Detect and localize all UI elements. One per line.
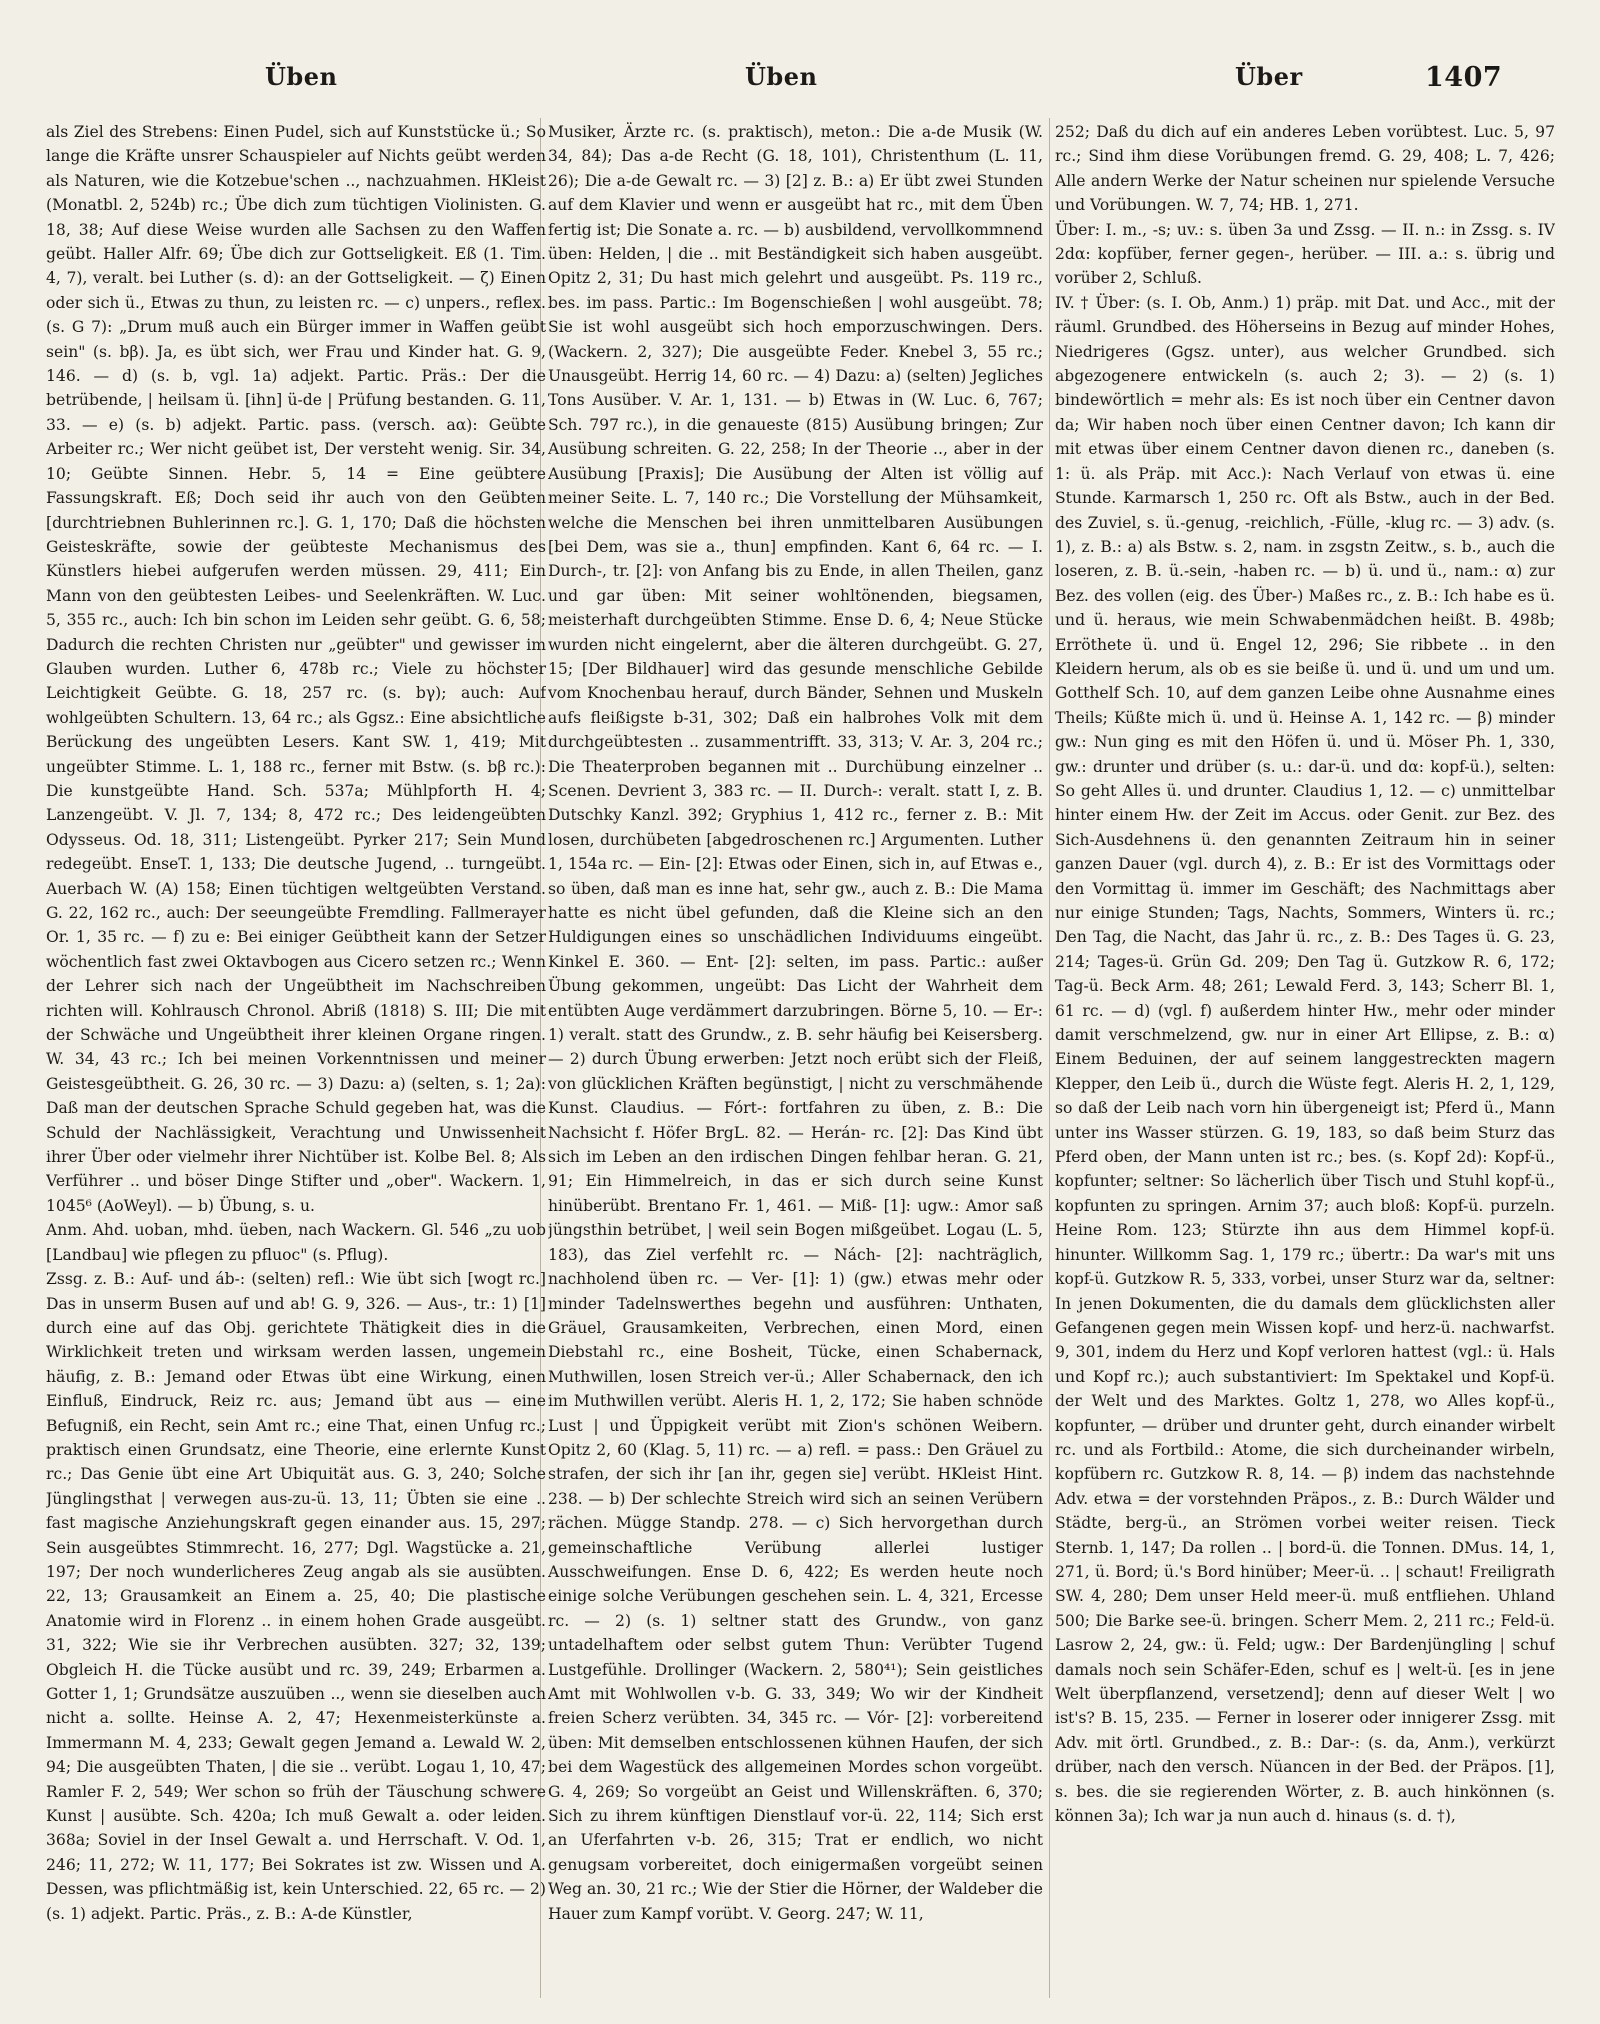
header-center-keyword: Üben (745, 62, 818, 91)
column-text: als Ziel des Strebens: Einen Pudel, sich auf Kunststücke ü.; So lange die Kräfte unsrer Schauspieler auf Nichts geübt werden als Naturen, wie die Kotzebue'schen .., nachzuahmen. HKleist (Monatbl. 2, 524b) rc.; Übe dich zum tüchtigen Violinisten. G. 18, 38; Auf diese Weise wurden alle Sachsen zu den Waffen geübt. Haller Alfr. 69; Übe dich zur Gottseligkeit. Eß (1. Tim. 4, 7), veralt. bei Luther (s. d): an der Gottseligkeit. — ζ) Einen oder sich ü., Etwas zu thun, zu leisten rc. — c) unpers., reflex. (s. G 7): „Drum muß auch ein Bürger immer in Waffen geübt sein" (s. bβ). Ja, es übt sich, wer Frau und Kinder hat. G. 9, 146. — d) (s. b, vgl. 1a) adjekt. Partic. Präs.: Der die betrübende, | heilsam ü. [ihn] ü-de | Prüfung bestanden. G. 11, 33. — e) (s. b) adjekt. Partic. pass. (versch. aα): Geübte Arbeiter rc.; Wer nicht geübet ist, Der versteht wenig. Sir. 34, 10; Geübte Sinnen. Hebr. 5, 14 = Eine geübtere Fassungskraft. Eß; Doch seid ihr auch von den Geübten [durchtriebnen Buhlerinnen rc.]. G. 1, 170; Daß die höchsten Geisteskräfte, sowie der geübteste Mechanismus des Künstlers hiebei aufgerufen werden müssen. 29, 411; Ein Mann von den geübtesten Leibes- und Seelenkräften. W. Luc. 5, 355 rc., auch: Ich bin schon im Leiden sehr geübt. G. 6, 58; Dadurch die rechten Christen nur „geübter" und gewisser im Glauben wurden. Luther 6, 478b rc.; Viele zu höchster Leichtigkeit Geübte. G. 18, 257 rc. (s. bγ); auch: Auf wohlgeübten Schultern. 13, 64 rc.; als Ggsz.: Eine absichtliche Berückung des ungeübten Lesers. Kant SW. 1, 419; Mit ungeübter Stimme. L. 1, 188 rc., ferner mit Bstw. (s. bβ rc.): Die kunstgeübte Hand. Sch. 537a; Mühlpforth H. 4; Lanzengeübt. V. Jl. 7, 134; 8, 472 rc.; Des leidengeübten Odysseus. Od. 18, 311; Listengeübt. Pyrker 217; Sein Mund redegeübt. EnseT. 1, 133; Die deutsche Jugend, .. turngeübt. Auerbach W. (A) 158; Einen tüchtigen weltgeübten Verstand. G. 22, 162 rc., auch: Der seeungeübte Fremdling. Fallmerayer Or. 1, 35 rc. — f) zu e: Bei einiger Geübtheit kann der Setzer wöchentlich fast zwei Oktavbogen aus Cicero setzen rc.; Wenn der Lehrer sich nach der Ungeübtheit im Nachschreiben richten will. Kohlrausch Chronol. Abriß (1818) S. III; Die mit der Schwäche und Ungeübtheit ihrer kleinen Organe ringen. W. 34, 43 rc.; Ich bei meinen Vorkenntnissen und meiner Geistesgeübtheit. G. 26, 30 rc. — 3) Dazu: a) (selten, s. 1; 2a): Daß man der deutschen Sprache Schuld gegeben hat, was die Schuld der Nachlässigkeit, Verachtung und Unwissenheit ihrer Über oder vielmehr ihrer Nichtüber ist. Kolbe Bel. 8; Als Verführer .. und böser Dinge Stifter und „ober". Wackern. 1, 1045⁶ (AoWeyl). — b) Übung, s. u. Anm. Ahd. uoban, mhd. üeben, nach Wackern. Gl. 546 „zu uob [Landbau] wie pflegen zu pfluoc" (s. Pflug). Zssg. z. B.: Auf- und áb-: (selten) refl.: Wie übt sich [wogt rc.] Das in unserm Busen auf und ab! G. 9, 326. — Aus-, tr.: 1) [1] durch eine auf das Obj. gerichtete Thätigkeit dies in die Wirklichkeit treten und wirksam werden lassen, ungemein häufig, z. B.: Jemand oder Etwas übt eine Wirkung, einen Einfluß, Eindruck, Reiz rc. aus; Jemand übt aus — eine Befugniß, ein Recht, sein Amt rc.; eine That, einen Unfug rc.; praktisch einen Grundsatz, eine Theorie, eine erlernte Kunst rc.; Das Genie übt eine Art Ubiquität aus. G. 3, 240; Solche Jünglingsthat | verwegen aus-zu-ü. 13, 11; Übten sie eine .. fast magische Anziehungskraft gegen einander aus. 15, 297; Sein ausgeübtes Stimmrecht. 16, 277; Dgl. Wagstücke a. 21, 197; Der noch wunderlicheres Zeug angab als sie ausübten. 22, 13; Grausamkeit an Einem a. 25, 40; Die plastische Anatomie wird in Florenz .. in einem hohen Grade ausgeübt. 31, 322; Wie sie ihr Verbrechen ausübten. 327; 32, 139; Obgleich H. die Tücke ausübt und rc. 39, 249; Erbarmen a. Gotter 1, 1; Grundsätze auszuüben .., wenn sie dieselben auch nicht a. sollte. Heinse A. 2, 47; Hexenmeisterkünste a. Immermann M. 4, 233; Gewalt gegen Jemand a. Lewald W. 2, 94; Die ausgeübten Thaten, | die sie .. verübt. Logau 1, 10, 47; Ramler F. 2, 549; Wer schon so früh der Täuschung schwere Kunst | ausübte. Sch. 420a; Ich muß Gewalt a. oder leiden. 368a; Soviel in der Insel Gewalt a. und Herrschaft. V. Od. 1, 246; 11, 272; W. 11, 177; Bei Sokrates ist zw. Wissen und A. Dessen, was pflichtmäßig ist, kein Unterschied. 22, 65 rc. — 2) (s. 1) adjekt. Partic. Präs., z. B.: A-de Künstler, (46, 123, 546, 1923)
column-text: Musiker, Ärzte rc. (s. praktisch), meton.: Die a-de Musik (W. 34, 84); Das a-de Recht (G. 18, 101), Christenthum (L. 11, 26); Die a-de Gewalt rc. — 3) [2] z. B.: a) Er übt zwei Stunden auf dem Klavier und wenn er ausgeübt hat rc., mit dem Üben fertig ist; Die Sonate a. rc. — b) ausbildend, vervollkommnend üben: Helden, | die .. mit Beständigkeit sich haben ausgeübt. Opitz 2, 31; Du hast mich gelehrt und ausgeübt. Ps. 119 rc., bes. im pass. Partic.: Im Bogenschießen | wohl ausgeübt. 78; Sie ist wohl ausgeübt sich hoch emporzuschwingen. Ders. (Wackern. 2, 327); Die ausgeübte Feder. Knebel 3, 55 rc.; Unausgeübt. Herrig 14, 60 rc. — 4) Dazu: a) (selten) Jegliches Tons Ausüber. V. Ar. 1, 131. — b) Etwas in (W. Luc. 6, 767; Sch. 797 rc.), in die genauestе (815) Ausübung bringen; Zur Ausübung schreiten. G. 22, 258; In der Theorie .., aber in der Ausübung [Praxis]; Die Ausübung der Alten ist völlig auf meiner Seite. L. 7, 140 rc.; Die Vorstellung der Mühsamkeit, welche die Menschen bei ihren unmittelbaren Ausübungen [bei Dem, was sie a., thun] empfinden. Kant 6, 64 rc. — I. Durch-, tr. [2]: von Anfang bis zu Ende, in allen Theilen, ganz und gar üben: Mit seiner wohltönenden, biegsamen, meisterhaft durchgeübten Stimme. Ense D. 6, 4; Neue Stücke wurden nicht eingelernt, aber die älteren durchgeübt. G. 27, 15; [Der Bildhauer] wird das gesunde menschliche Gebilde vom Knochenbau herauf, durch Bänder, Sehnen und Muskeln aufs fleißigste b-31, 302; Daß ein halbrohes Volk mit dem durchgeübtesten .. zusammentrifft. 33, 313; V. Ar. 3, 204 rc.; Die Theaterproben begannen mit .. Durchübung einzelner .. Scenen. Devrient 3, 383 rc. — II. Durch-: veralt. statt I, z. B. Dutschky Kanzl. 392; Gryphius 1, 412 rc., ferner z. B.: Mit losen, durchübeten [abgedroschenen rc.] Argumenten. Luther 1, 154a rc. — Ein- [2]: Etwas oder Einen, sich in, auf Etwas e., so üben, daß man es inne hat, sehr gw., auch z. B.: Die Mama hatte es nicht übel gefunden, daß die Kleine sich an den Huldigungen eines so unschädlichen Individuums eingeübt. Kinkel E. 360. — Ent- [2]: selten, im pass. Partic.: außer Übung gekommen, ungeübt: Das Licht der Wahrheit dem entübten Auge verdämmert darzubringen. Börne 5, 10. — Er-: 1) veralt. statt des Grundw., z. B. sehr häufig bei Keisersberg. — 2) durch Übung erwerben: Jetzt noch erübt sich der Fleiß, von glücklichen Kräften begünstigt, | nicht zu verschmähende Kunst. Claudius. — Fórt-: fortfahren zu üben, z. B.: Die Nachsicht f. Höfer BrgL. 82. — Herán- rc. [2]: Das Kind übt sich im Leben an den irdischen Dingen fehlbar heran. G. 21, 91; Ein Himmelreich, in das er sich durch seine Kunst hinüberübt. Brentano Fr. 1, 461. — Miß- [1]: ugw.: Amor saß jüngsthin betrübet, | weil sein Bogen mißgeübet. Logau (L. 5, 183), das Ziel verfehlt rc. — Nách- [2]: nachträglich, nachholend üben rc. — Ver- [1]: 1) (gw.) etwas mehr oder minder Tadelnswerthes begehn und ausführen: Unthaten, Gräuel, Grausamkeiten, Verbrechen, einen Mord, einen Diebstahl rc., eine Bosheit, Tücke, einen Schabernack, Muthwillen, losen Streich ver-ü.; Aller Schabernack, den ich im Muthwillen verübt. Aleris H. 1, 2, 172; Sie haben schnöde Lust | und Üppigkeit verübt mit Zion's schönen Weibern. Opitz 2, 60 (Klag. 5, 11) rc. — a) refl. = pass.: Den Gräuel zu strafen, der sich ihr [an ihr, gegen sie] verübt. HKleist Hint. 238. — b) Der schlechte Streich wird sich an seinen Verübern rächen. Müggе Standp. 278. — c) Sich hervorgethan durch gemeinschaftliche Verübung allerlei lustiger Ausschweifungen. Ense D. 6, 422; Es werden heute noch einige solche Verübungen geschehen sein. L. 4, 321, Ercesse rc. — 2) (s. 1) seltner statt des Grundw., von ganz untadelhaftem oder selbst gutem Thun: Verübter Tugend Lustgefühle. Drollinger (Wackern. 2, 580⁴¹); Sein geistliches Amt mit Wohlwollen v-b. G. 33, 349; Wo wir der Kindheit freien Scherz verübten. 34, 345 rc. — Vór- [2]: vorbereitend üben: Mit demselben entschlossenen kühnen Haufen, der sich bei dem Wagestück des allgemeinen Mordes schon vorgeübt. G. 4, 269; So vorgeübt an Geist und Willenskräften. 6, 370; Sich zu ihrem künftigen Dienstlauf vor-ü. 22, 114; Sich erst an Uferfahrten v-b. 26, 315; Trat er endlich, wo nicht genugsam vorbereitet, doch einigermaßen vorgeübt seinen Weg an. 30, 21 rc.; Wie der Stier die Hörner, der Waldeber die Hauer zum Kampf vorübt. V. Georg. 247; W. 11, (548, 123, 1043, 1923)
column-divider (1049, 118, 1050, 1998)
page-number: 1407 (1425, 62, 1503, 93)
column-left (46, 120, 546, 2000)
column-right (1055, 120, 1555, 2000)
column-text: 252; Daß du dich auf ein anderes Leben vorübtest. Luc. 5, 97 rc.; Sind ihm diese Vorübungen fremd. G. 29, 408; L. 7, 426; Alle andern Werke der Natur scheinen nur spielende Versuche und Vorübungen. W. 7, 74; HB. 1, 271. Über: I. m., -s; uv.: s. üben 3a und Zssg. — II. n.: in Zssg. s. IV 2dα: kopfüber, ferner gegen-, herüber. — III. a.: s. übrig und vorüber 2, Schluß. IV. † Über: (s. I. Ob, Anm.) 1) präp. mit Dat. und Acc., mit der räuml. Grundbed. des Höherseins in Bezug auf minder Hohes, Niedrigeres (Ggsz. unter), aus welcher Grundbed. sich abgezogenere entwickeln (s. auch 2; 3). — 2) (s. 1) bindewörtlich = mehr als: Es ist noch über ein Centner davon da; Wir haben noch über einen Centner davon; Ich kann dir mit etwas über einem Centner davon dienen rc., daneben (s. 1: ü. als Präp. mit Acc.): Nach Verlauf von etwas ü. eine Stunde. Karmarsch 1, 250 rc. Oft als Bstw., auch in der Bed. des Zuviel, s. ü.-genug, -reichlich, -Fülle, -klug rc. — 3) adv. (s. 1), z. B.: a) als Bstw. s. 2, nam. in zsgstn Zeitw., s. b., auch die loseren, z. B. ü.-sein, -haben rc. — b) ü. und ü., nam.: α) zur Bez. des vollen (eig. des Über-) Maßes rc., z. B.: Ich habe es ü. und ü. heraus, wie mein Schwabenmädchen heißt. B. 498b; Erröthete ü. und ü. Engel 12, 296; Sie ribbete .. in den Kleidern herum, als ob es sie beiße ü. und ü. und um und um. Gotthelf Sch. 10, auf dem ganzen Leibe ohne Ausnahme eines Theils; Küßte mich ü. und ü. Heinse A. 1, 142 rc. — β) minder gw.: Nun ging es mit den Höfen ü. und ü. Möser Ph. 1, 330, gw.: drunter und drüber (s. u.: dar-ü. und dα: kopf-ü.), selten: So geht Alles ü. und drunter. Claudius 1, 12. — c) unmittelbar hinter einem Hw. der Zeit im Accus. oder Genit. zur Bez. des Sich-Ausdehnens ü. den genannten Zeitraum hin in seiner ganzen Dauer (vgl. durch 4), z. B.: Er ist des Vormittags oder den Vormittag ü. immer im Geschäft; des Nachmittags aber nur einige Stunden; Tags, Nachts, Sommers, Winters ü. rc.; Den Tag, die Nacht, das Jahr ü. rc., z. B.: Des Tages ü. G. 23, 214; Tages-ü. Grün Gd. 209; Den Tag ü. Gutzkow R. 6, 172; Tag-ü. Beck Arm. 48; 261; Lewald Ferd. 3, 143; Scherr Bl. 1, 61 rc. — d) (vgl. f) außerdem hinter Hw., mehr oder minder damit verschmelzend, gw. nur in einer Art Ellipse, z. B.: α) Einem Beduinen, der auf seinem langgestreckten magern Klepper, den Leib ü., durch die Wüste fegt. Aleris H. 2, 1, 129, so daß der Leib nach vorn hin übergeneigt ist; Pferd ü., Mann unter ins Wasser stürzen. G. 19, 183, so daß beim Sturz das Pferd oben, der Mann unten ist rc.; bes. (s. Kopf 2d): Kopf-ü., kopfunter; seltner: So lächerlich über Tisch und Stuhl kopf-ü., kopfunten zu springen. Arnim 37; auch bloß: Kopf-ü. purzeln. Heine Rom. 123; Stürzte ihn aus dem Himmel kopf-ü. hinunter. Willkomm Sag. 1, 179 rc.; übertr.: Da war's mit uns kopf-ü. Gutzkow R. 5, 333, vorbei, unser Sturz war da, seltner: In jenen Dokumenten, die du damals dem glücklichsten aller Gefangenen gegen mein Wissen kopf- und herz-ü. nachwarfst. 9, 301, indem du Herz und Kopf verloren hattest (vgl.: ü. Hals und Kopf rc.); auch substantiviert: Im Spektakel und Kopf-ü. der Welt und des Marktes. Goltz 1, 278, wo Alles kopf-ü., kopfunter, — drüber und drunter geht, durch einander wirbelt rc. und als Fortbild.: Atome, die sich durcheinander wirbeln, kopfübern rc. Gutzkow R. 8, 14. — β) indem das nachstehnde Adv. etwa = der vorstehnden Präpos., z. B.: Durch Wälder und Städte, berg-ü., an Strömen vorbei weiter reisen. Tieck Sternb. 1, 147; Da rollen .. | bord-ü. die Tonnen. DMus. 14, 1, 271, ü. Bord; ü.'s Bord hinüber; Meer-ü. .. | schaut! Freiligrath SW. 4, 280; Dem unser Held meer-ü. muß entfliehen. Uhland 500; Die Barke see-ü. bringen. Scherr Mem. 2, 211 rc.; Feld-ü. Lasrow 2, 24, gw.: ü. Feld; ugw.: Der Bardenjüngling | schuf damals noch sein Schäfer-Eden, schuf es | welt-ü. [es in jene Welt überpflanzend, versetzend]; denn auf dieser Welt | wo ist's? B. 15, 235. — Ferner in loserer oder innigerer Zssg. mit Adv. mit örtl. Grundbed., z. B.: Dar-: (s. da, Anm.), verkürzt drüber, nach den versch. Nüancen in der Bed. der Präpos. [1], s. bes. die sie regierenden Wörter, z. B. auch hinkönnen (s. können 3a); Ich war ja nun auch d. hinaus (s. d. †), (1055, 123, 1555, 1826)
column-middle (548, 120, 1043, 2000)
header-right-keyword: Über (1235, 62, 1303, 91)
running-head (0, 62, 1600, 102)
header-left-keyword: Üben (265, 62, 338, 91)
